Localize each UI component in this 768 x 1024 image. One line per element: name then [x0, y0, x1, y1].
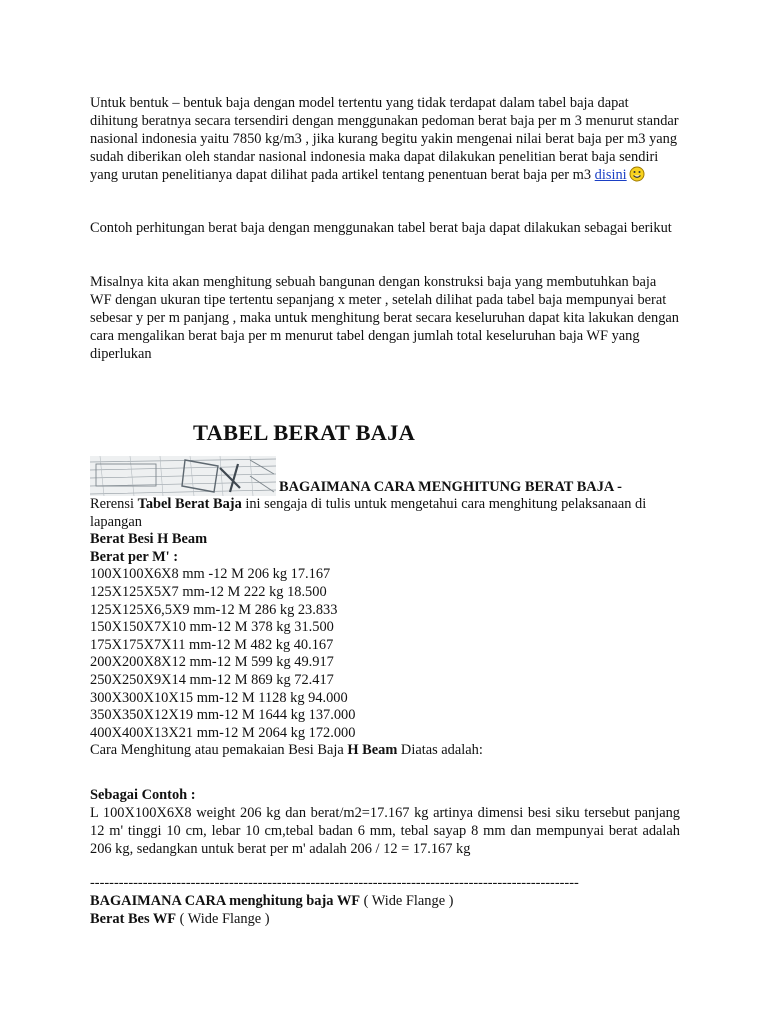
example-text: L 100X100X6X8 weight 206 kg dan berat/m2=17.167 kg artinya dimensi besi siku tersebut panjang 12 m' tinggi 10 cm, lebar 10 cm,tebal badan 6 mm, tebal sayap 8 mm dan mempunyai berat adalah 206 kg, sedangkan untuk berat per m' adalah 206 / 12 = 17.167 kg: [90, 805, 680, 857]
divider-line: ------------------------------------------------------------------------------------------------------: [90, 875, 579, 891]
wf-section: [90, 892, 680, 928]
section-title: BAGAIMANA CARA MENGHITUNG BERAT BAJA -: [279, 479, 622, 495]
smiley-icon: [629, 166, 645, 187]
example-title: [90, 786, 680, 804]
table-row: 175X175X7X11 mm-12 M 482 kg 40.167: [90, 636, 334, 653]
intro-pre: Rerensi: [90, 496, 138, 512]
intro-text: [90, 94, 680, 187]
example-section: [90, 786, 680, 858]
usage-bold: H Beam: [347, 742, 398, 759]
example-title-text: Sebagai Contoh :: [90, 787, 196, 803]
table-row: 125X125X6,5X9 mm-12 M 286 kg 23.833: [90, 601, 338, 618]
table-row: 200X200X8X12 mm-12 M 599 kg 49.917: [90, 654, 334, 671]
scenario-paragraph: [90, 273, 680, 363]
usage-pre: Cara Menghitung atau pemakaian Besi Baja: [90, 742, 348, 759]
subhead-per-m-text: Berat per M' :: [90, 548, 179, 565]
example-intro-paragraph: [90, 219, 680, 237]
usage-post: Diatas adalah:: [397, 742, 483, 759]
subhead-h-beam: [90, 531, 680, 549]
table-row: 100X100X6X8 mm -12 M 206 kg 17.167: [90, 566, 331, 583]
subhead-h-beam-text: Berat Besi H Beam: [90, 531, 208, 548]
intro-bold: Tabel Berat Baja: [137, 496, 242, 512]
table-row: 350X350X12X19 mm-12 M 1644 kg 137.000: [90, 707, 356, 724]
wf-line-1-bold: BAGAIMANA CARA: [90, 893, 226, 909]
table-row: 400X400X13X21 mm-12 M 2064 kg 172.000: [90, 724, 356, 741]
intro-paragraph: [90, 94, 680, 187]
subhead-per-m: [90, 549, 680, 567]
table-row: 150X150X7X10 mm-12 M 378 kg 31.500: [90, 619, 334, 636]
wf-line-2-bold: Berat Bes WF: [90, 911, 177, 927]
wf-line-1-wf: WF: [336, 893, 360, 909]
h-beam-section: [90, 456, 680, 760]
usage-line: [90, 742, 680, 760]
intro-line: [90, 496, 680, 531]
section-title-line: [90, 456, 680, 496]
example-intro-text: Contoh perhitungan berat baja dengan menggunakan tabel berat baja dapat dilakukan sebagai berikut: [90, 220, 672, 236]
intro-post: ini sengaja di tulis untuk mengetahui cara menghitung pelaksanaan di lapangan: [90, 496, 647, 530]
intro-body: Untuk bentuk – bentuk baja dengan model tertentu yang tidak terdapat dalam tabel baja dapat dihitung beratnya secara tersendiri dengan menggunakan pedoman berat baja per m 3 menurut standar nasional indonesia yaitu 7850 kg/m3 , jika kurang begitu yakin mengenai nilai berat baja per m3 yang sudah diberikan oleh standar nasional indonesia maka dapat dilakukan penelitian berat baja sendiri yang urutan penelitianya dapat dilihat pada artikel tentang penentuan berat baja per m3: [90, 95, 679, 183]
blueprint-thumbnail: [90, 456, 276, 496]
table-row: 250X250X9X14 mm-12 M 869 kg 72.417: [90, 671, 334, 688]
scenario-text: Misalnya kita akan menghitung sebuah bangunan dengan konstruksi baja yang membutuhkan baja WF dengan ukuran tipe tertentu sepanjang x meter , setelah dilihat pada tabel baja mempunyai berat sebesar y per m panjang , maka untuk menghitung berat secara keseluruhan dapat kita lakukan dengan cara mengalikan berat baja per m menurut tabel dengan jumlah total keseluruhan baja WF yang diperlukan: [90, 274, 680, 362]
wf-line-2: [90, 910, 680, 928]
wf-line-1-mid: menghitung baja: [225, 893, 337, 909]
page-heading: TABEL BERAT BAJA: [193, 420, 416, 445]
wf-line-2-post: ( Wide Flange ): [176, 911, 270, 927]
wf-line-1-post: ( Wide Flange ): [360, 893, 454, 909]
disini-link[interactable]: disini: [594, 167, 627, 183]
table-row: 300X300X10X15 mm-12 M 1128 kg 94.000: [90, 689, 348, 706]
table-row: 125X125X5X7 mm-12 M 222 kg 18.500: [90, 583, 327, 600]
wf-line-1: [90, 892, 680, 910]
